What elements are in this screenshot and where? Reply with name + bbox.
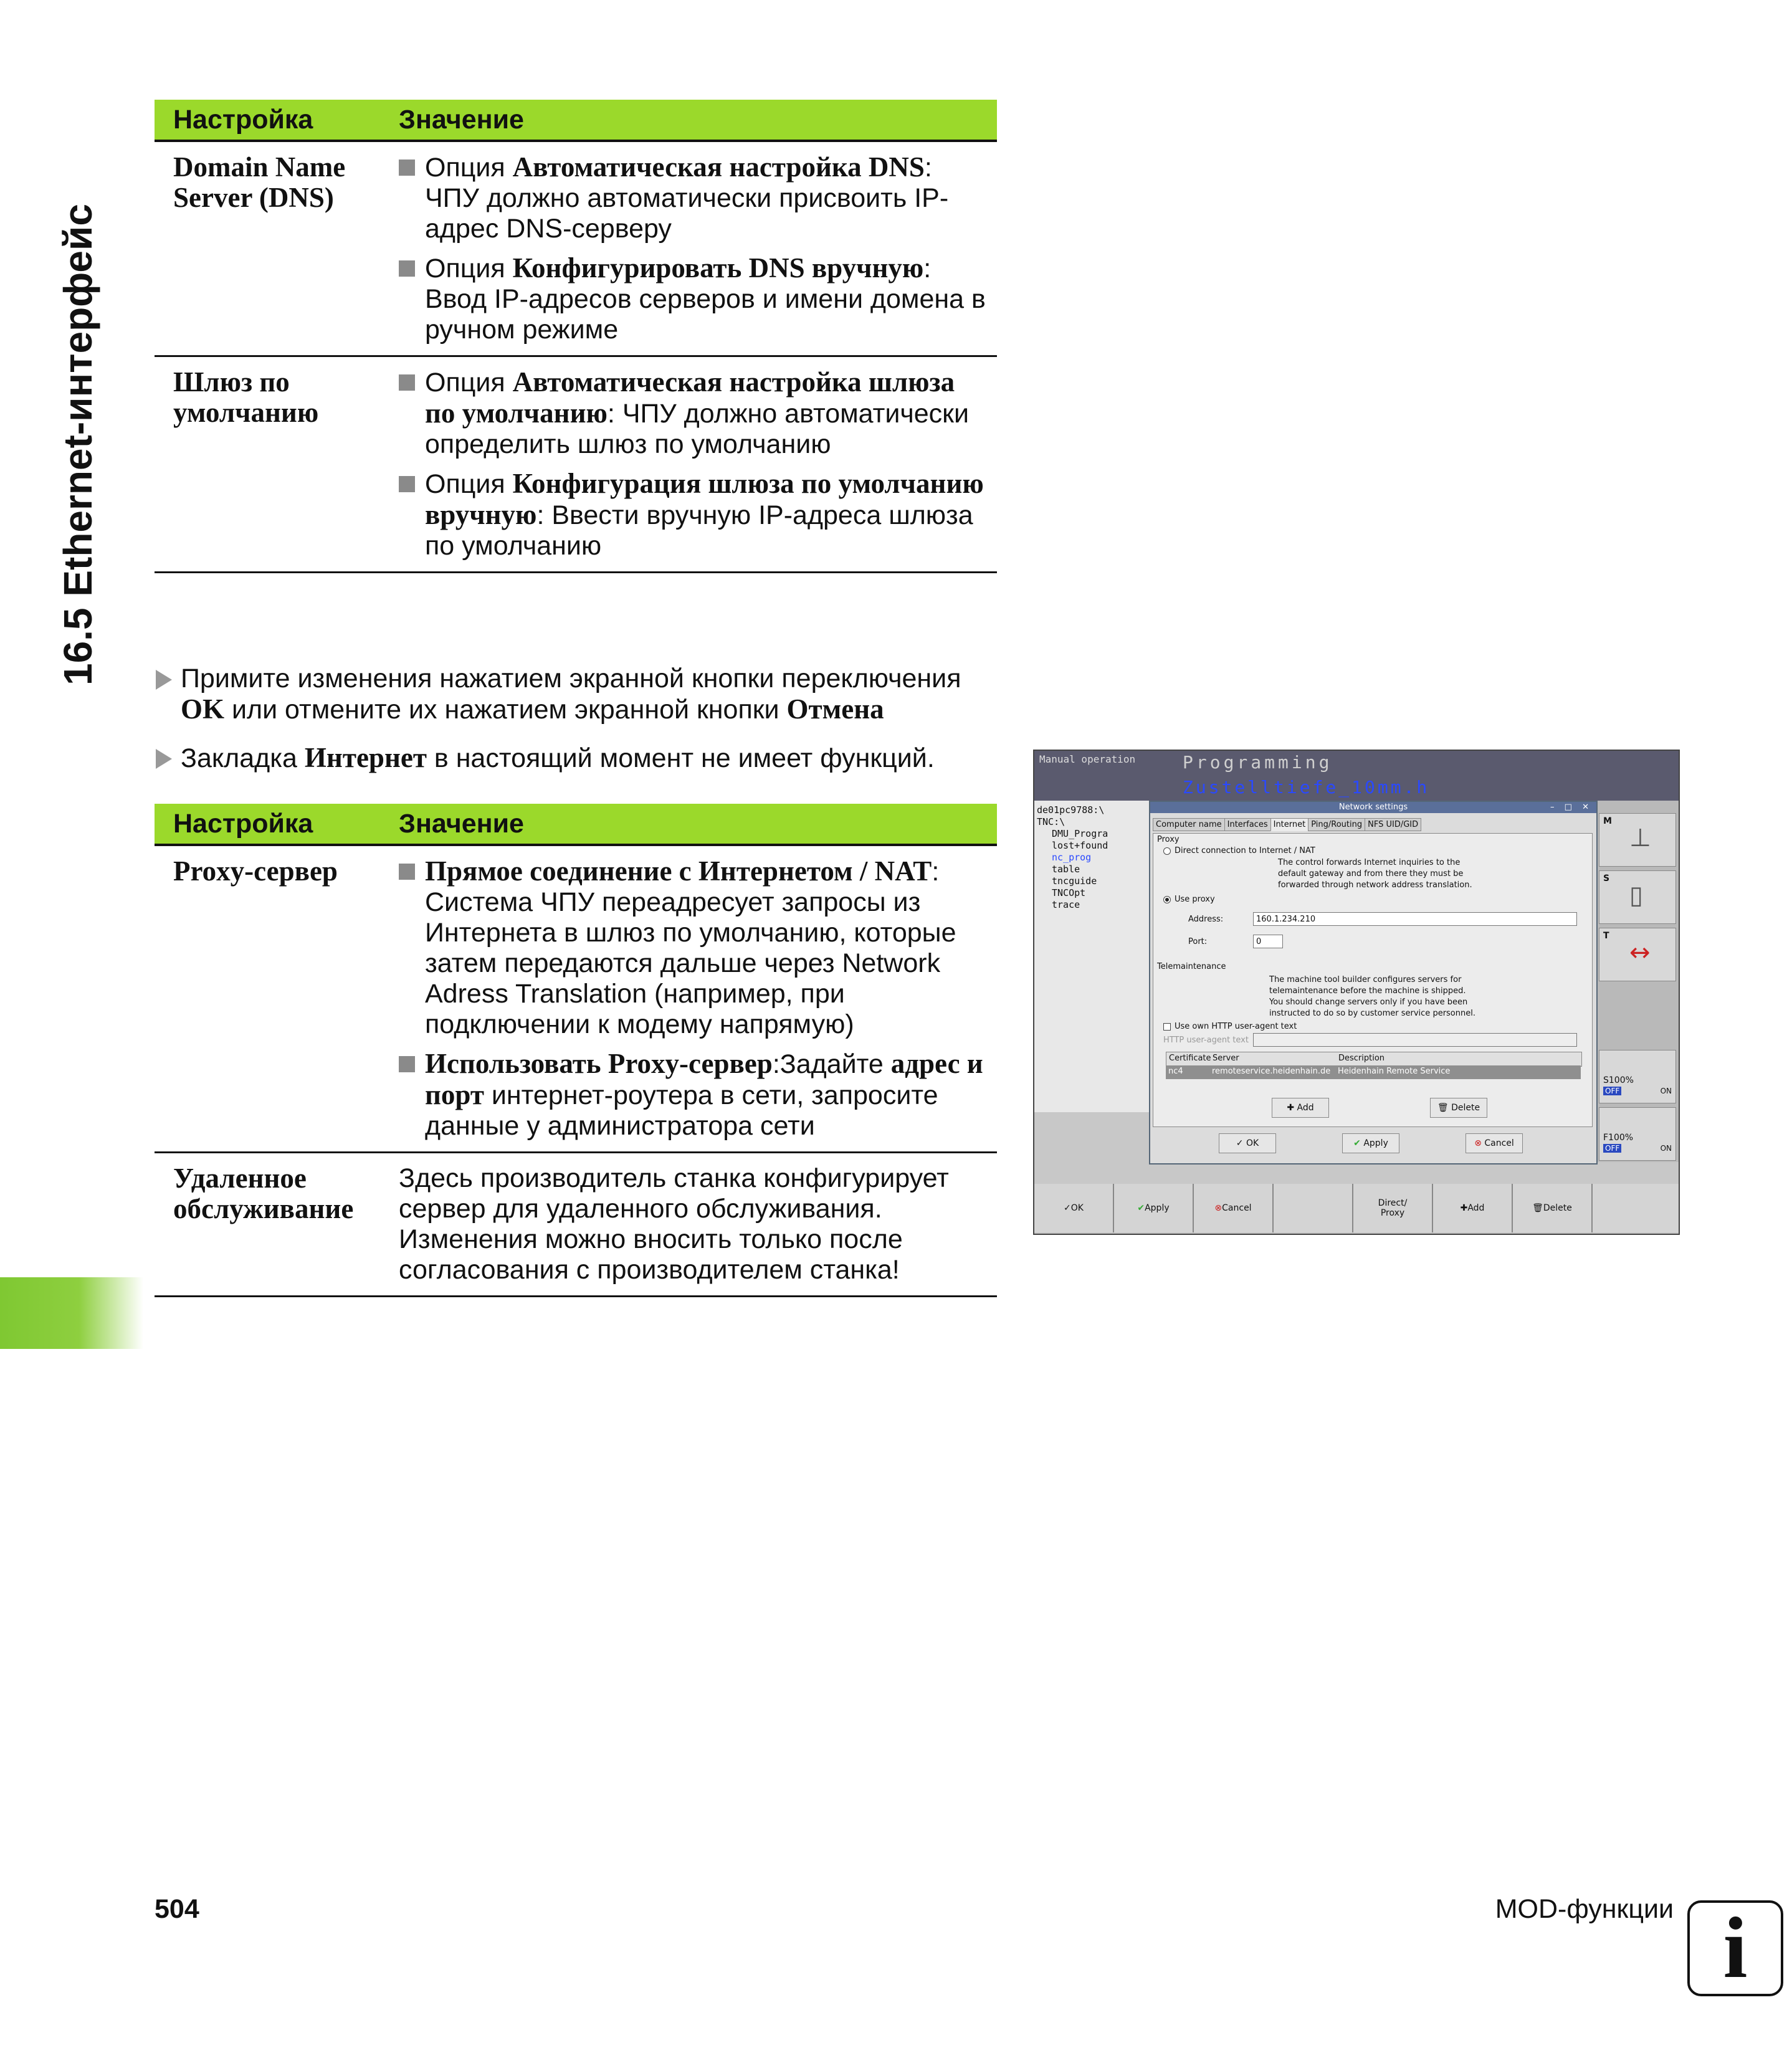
port-label: Port: xyxy=(1188,937,1208,946)
square-bullet-icon xyxy=(399,476,415,492)
program-file-name: Zustelltiefe_10mm.h xyxy=(1183,777,1430,798)
square-bullet-icon xyxy=(399,160,415,176)
use-proxy-option[interactable]: Use proxy xyxy=(1163,895,1215,904)
table-row xyxy=(155,845,997,1153)
cancel-icon: ⊗ xyxy=(1474,1138,1485,1148)
screen-header xyxy=(1034,751,1679,801)
add-icon: ✚ xyxy=(1460,1203,1468,1213)
instruction-bullet: Примите изменения нажатием экранной кнопки переключения OK или отмените их нажатием экранной кнопки Отмена xyxy=(155,664,997,725)
softkey-empty[interactable] xyxy=(1593,1184,1679,1232)
softkey-apply[interactable]: ✔ Apply xyxy=(1114,1184,1194,1232)
direct-connection-option[interactable]: Direct connection to Internet / NAT xyxy=(1163,846,1315,855)
square-bullet-icon xyxy=(399,374,415,391)
settings-table-2 xyxy=(155,804,997,1297)
tree-item[interactable]: tncguide xyxy=(1052,875,1097,887)
telemaintenance-group-label: Telemaintenance xyxy=(1157,962,1226,971)
table-row xyxy=(155,141,997,356)
apply-icon: ✔ xyxy=(1353,1138,1364,1148)
setting-value: Здесь производитель станка конфигурирует сервер для удаленного обслуживания. Изменения можно вносить только после согласования с производителем станка! xyxy=(380,1153,997,1297)
header-value: Значение xyxy=(380,804,997,845)
server-table-header: Certificate Server Description xyxy=(1166,1052,1582,1067)
http-text-label: HTTP user-agent text xyxy=(1163,1036,1249,1045)
chapter-tab-marker xyxy=(0,1277,143,1349)
server-table-row[interactable]: nc4 remoteservice.heidenhain.de Heidenhain Remote Service xyxy=(1166,1065,1581,1079)
trash-icon: 🗑 xyxy=(1437,1103,1452,1113)
tree-item[interactable]: TNC:\ xyxy=(1037,816,1065,827)
setting-value xyxy=(380,845,997,1153)
header-setting: Настройка xyxy=(155,804,380,845)
table-header xyxy=(155,804,997,845)
proxy-port-input[interactable]: 0 xyxy=(1253,935,1283,948)
m-function-softkey[interactable]: M ⊥ xyxy=(1599,813,1676,867)
s-function-softkey[interactable]: S ▯ xyxy=(1599,870,1676,924)
http-text-input[interactable] xyxy=(1253,1033,1577,1047)
tnc-screenshot xyxy=(1033,750,1680,1235)
dialog-ok-button[interactable]: ✓ OK xyxy=(1219,1133,1276,1153)
tree-item[interactable]: lost+found xyxy=(1052,840,1108,851)
tree-item[interactable]: TNCOpt xyxy=(1052,887,1086,898)
dialog-body xyxy=(1153,833,1593,1127)
tool-icon: ▯ xyxy=(1629,881,1644,910)
tree-item[interactable]: DMU_Progra xyxy=(1052,828,1108,839)
tab-nfs[interactable]: NFS UID/GID xyxy=(1365,818,1421,831)
feed-override[interactable]: F100% OFF ON xyxy=(1599,1107,1676,1161)
dialog-title: Network settings – □ ✕ xyxy=(1150,802,1596,813)
tab-interfaces[interactable]: Interfaces xyxy=(1224,818,1271,831)
header-value: Значение xyxy=(380,100,997,141)
setting-value xyxy=(380,141,997,356)
page-number: 504 xyxy=(155,1894,199,1924)
info-icon: i xyxy=(1687,1900,1783,1996)
tree-item[interactable]: nc_prog xyxy=(1052,852,1092,863)
header-setting: Настройка xyxy=(155,100,380,141)
option-item: Опция Автоматическая настройка DNS: ЧПУ должно автоматически присвоить IP-адрес DNS-серверу xyxy=(399,152,989,244)
t-function-softkey[interactable]: T ↔ xyxy=(1599,928,1676,981)
triangle-bullet-icon xyxy=(156,749,172,769)
table-row xyxy=(155,356,997,573)
checkbox-icon[interactable] xyxy=(1163,1023,1171,1031)
ok-icon: ✓ xyxy=(1236,1138,1246,1148)
telemaintenance-description: The machine tool builder configures servers for telemaintenance before the machine is shipped. You should change servers only if you have been instructed to do so by customer service personnel. xyxy=(1269,975,1475,1018)
apply-icon: ✔ xyxy=(1137,1203,1145,1213)
table-header xyxy=(155,100,997,141)
address-label: Address: xyxy=(1188,915,1224,924)
setting-value xyxy=(380,356,997,573)
softkey-direct-proxy[interactable]: Direct/ Proxy xyxy=(1353,1184,1433,1232)
http-user-agent-checkbox[interactable]: Use own HTTP user-agent text xyxy=(1163,1022,1297,1031)
settings-table-1 xyxy=(155,100,997,573)
tab-internet[interactable]: Internet xyxy=(1270,818,1309,831)
delete-server-button[interactable]: 🗑 Delete xyxy=(1430,1098,1487,1118)
table-row xyxy=(155,1153,997,1297)
chapter-name: MOD-функции xyxy=(1495,1894,1674,1924)
setting-name: Удаленное обслуживание xyxy=(155,1153,380,1297)
tree-item[interactable]: de01pc9788:\ xyxy=(1037,804,1105,816)
square-bullet-icon xyxy=(399,260,415,277)
spindle-override[interactable]: S100% OFF ON xyxy=(1599,1050,1676,1103)
tab-ping-routing[interactable]: Ping/Routing xyxy=(1308,818,1365,831)
tree-item[interactable]: table xyxy=(1052,864,1080,875)
trash-icon: 🗑 xyxy=(1532,1203,1543,1213)
side-softkey-bar xyxy=(1595,801,1679,1162)
dialog-cancel-button[interactable]: ⊗ Cancel xyxy=(1466,1133,1523,1153)
softkey-bar xyxy=(1034,1184,1679,1234)
file-tree xyxy=(1034,801,1149,1112)
cancel-icon: ⊗ xyxy=(1214,1203,1222,1213)
square-bullet-icon xyxy=(399,864,415,880)
add-icon: ✚ xyxy=(1287,1103,1297,1113)
setting-name: Domain Name Server (DNS) xyxy=(155,141,380,356)
softkey-delete[interactable]: 🗑 Delete xyxy=(1513,1184,1593,1232)
proxy-group-label: Proxy xyxy=(1157,835,1180,844)
setting-name: Proxy-сервер xyxy=(155,845,380,1153)
square-bullet-icon xyxy=(399,1056,415,1072)
tool-change-icon: ↔ xyxy=(1629,938,1651,967)
softkey-cancel[interactable]: ⊗ Cancel xyxy=(1194,1184,1274,1232)
option-item: Опция Конфигурация шлюза по умолчанию вручную: Ввести вручную IP-адреса шлюза по умолчанию xyxy=(399,469,989,561)
instruction-bullet: Закладка Интернет в настоящий момент не имеет функций. xyxy=(155,743,997,774)
proxy-address-input[interactable]: 160.1.234.210 xyxy=(1253,912,1577,926)
tree-item[interactable]: trace xyxy=(1052,899,1080,910)
programming-label: Programming xyxy=(1183,752,1333,773)
radio-icon[interactable] xyxy=(1163,847,1171,855)
triangle-bullet-icon xyxy=(156,670,172,690)
radio-selected-icon[interactable] xyxy=(1163,896,1171,903)
network-settings-dialog xyxy=(1149,801,1598,1165)
dialog-tabs xyxy=(1153,818,1421,833)
tab-computer-name[interactable]: Computer name xyxy=(1153,818,1225,831)
chapter-title-vertical xyxy=(0,93,100,685)
option-item: Опция Конфигурировать DNS вручную: Ввод IP-адресов серверов и имени домена в ручном режиме xyxy=(399,253,989,345)
dialog-apply-button[interactable]: ✔ Apply xyxy=(1342,1133,1399,1153)
spindle-icon: ⊥ xyxy=(1629,824,1651,852)
option-item: Использовать Proxy-сервер:Задайте адрес и порт интернет-роутера в сети, запросите данные у администратора сети xyxy=(399,1049,989,1141)
option-item: Опция Автоматическая настройка шлюза по умолчанию: ЧПУ должно автоматически определить шлюз по умолчанию xyxy=(399,367,989,460)
chapter-title-text: 16.5 Ethernet-интерфейс xyxy=(55,204,100,685)
option-item: Прямое соединение с Интернетом / NAT: Система ЧПУ переадресует запросы из Интернета в шлюз по умолчанию, которые затем передаются дальше через Network Adress Translation (например, при подключении к модему напрямую) xyxy=(399,856,989,1040)
direct-description: The control forwards Internet inquiries to the default gateway and from there they must be forwarded through network address translation. xyxy=(1278,858,1472,890)
setting-name: Шлюз по умолчанию xyxy=(155,356,380,573)
softkey-ok[interactable]: ✓ OK xyxy=(1034,1184,1114,1232)
softkey-empty[interactable] xyxy=(1274,1184,1353,1232)
window-controls-icon[interactable]: – □ ✕ xyxy=(1550,803,1593,812)
operating-mode: Manual operation xyxy=(1039,753,1136,765)
softkey-add[interactable]: ✚ Add xyxy=(1433,1184,1513,1232)
add-server-button[interactable]: ✚ Add xyxy=(1272,1098,1329,1118)
ok-icon: ✓ xyxy=(1064,1203,1071,1213)
